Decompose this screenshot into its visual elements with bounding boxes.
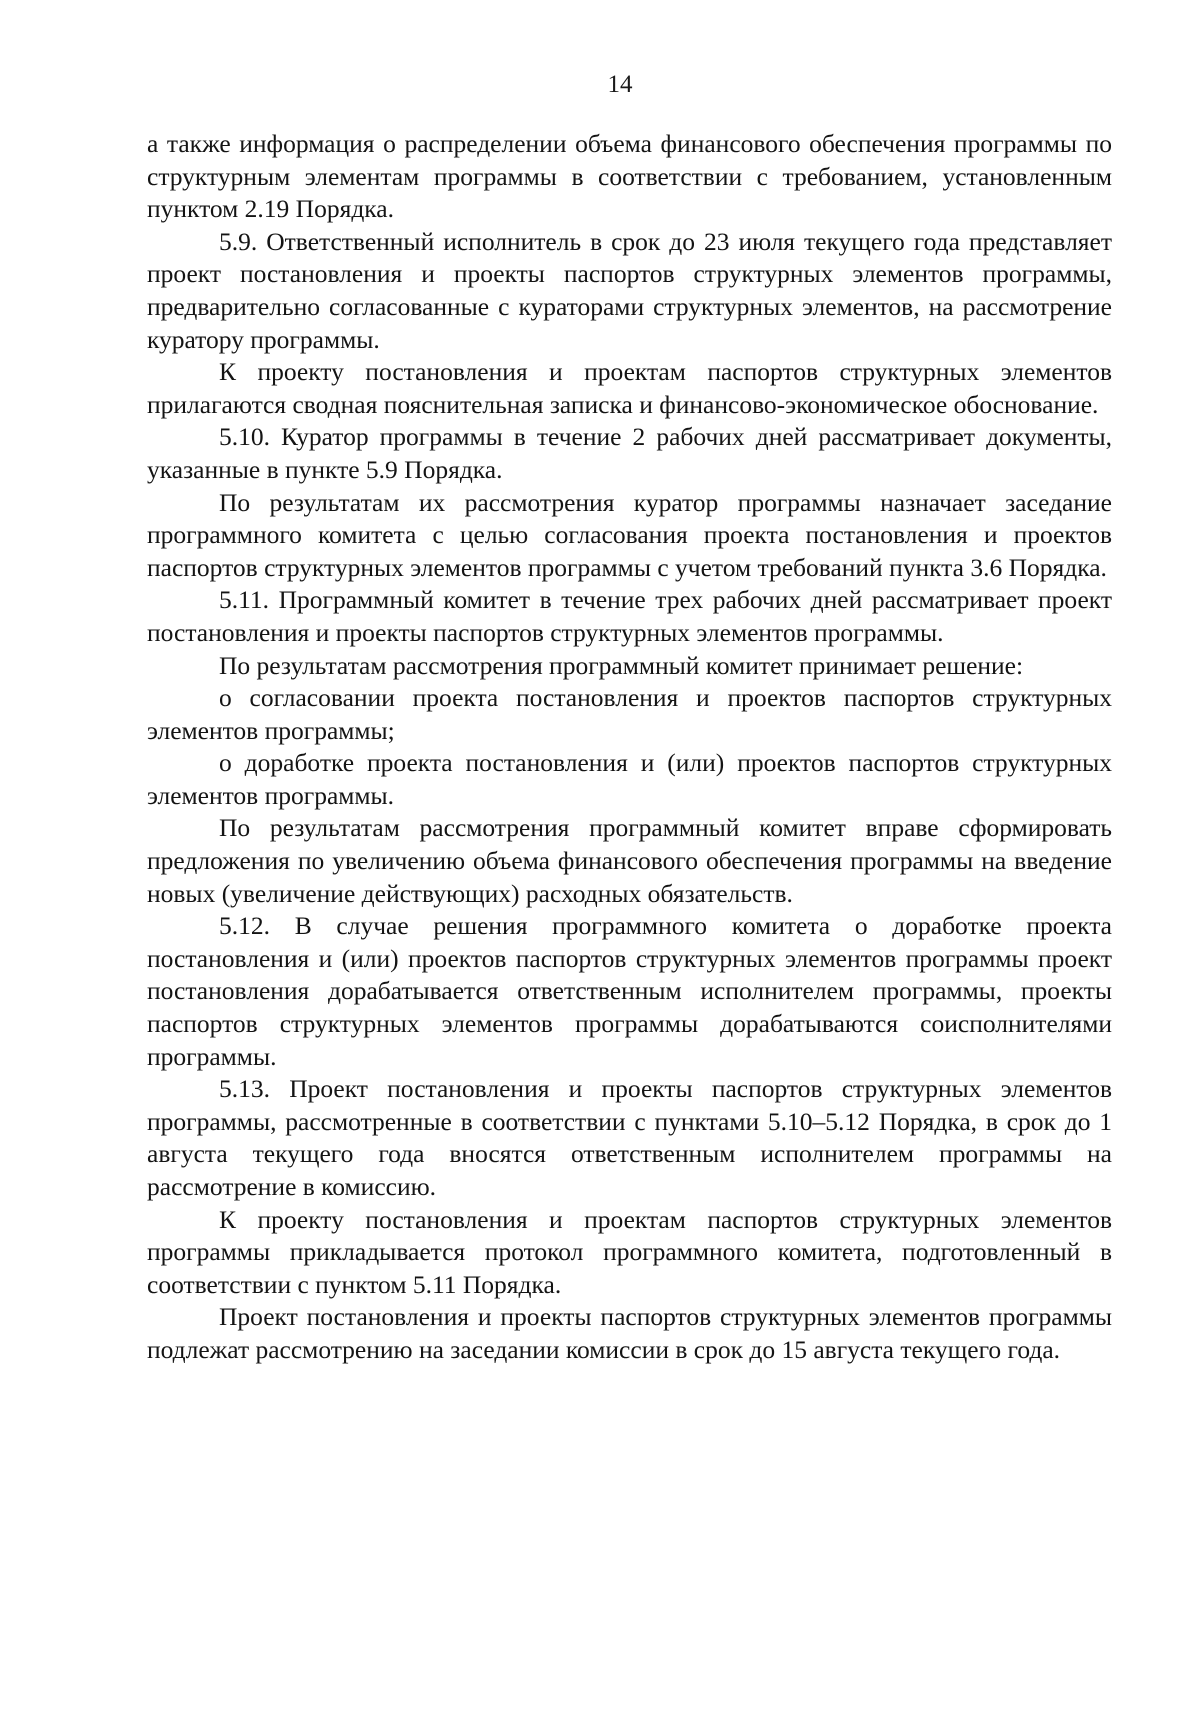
page-number: 14	[607, 71, 633, 98]
paragraph: 5.12. В случае решения программного комитета о доработке проекта постановления и (или) проектов паспортов структурных элементов программы проект постановления дорабатывается ответственным исполнителем программы, проекты паспортов структурных элементов программы дорабатываются соисполнителями программы.	[147, 911, 1112, 1071]
paragraph: К проекту постановления и проектам паспортов структурных элементов прилагаются сводная пояснительная записка и финансово-экономическое обоснование.	[147, 357, 1112, 419]
paragraph: о доработке проекта постановления и (или) проектов паспортов структурных элементов программы.	[147, 748, 1112, 810]
document-body	[147, 128, 1112, 1367]
paragraph: 5.9. Ответственный исполнитель в срок до 23 июля текущего года представляет проект постановления и проекты паспортов структурных элементов программы, предварительно согласованные с кураторами структурных элементов, на рассмотрение куратору программы.	[147, 226, 1112, 354]
paragraph: По результатам рассмотрения программный комитет вправе сформировать предложения по увеличению объема финансового обеспечения программы на введение новых (увеличение действующих) расходных обязательств.	[147, 813, 1112, 908]
paragraph: а также информация о распределении объема финансового обеспечения программы по структурным элементам программы в соответствии с требованием, установленным пунктом 2.19 Порядка.	[147, 129, 1112, 224]
paragraph: 5.13. Проект постановления и проекты паспортов структурных элементов программы, рассмотренные в соответствии с пунктами 5.10–5.12 Порядка, в срок до 1 августа текущего года вносятся ответственным исполнителем программы на рассмотрение в комиссию.	[147, 1074, 1112, 1201]
paragraph: По результатам их рассмотрения куратор программы назначает заседание программного комитета с целью согласования проекта постановления и проектов паспортов структурных элементов программы с учетом требований пункта 3.6 Порядка.	[147, 487, 1112, 582]
paragraph: По результатам рассмотрения программный комитет принимает решение:	[219, 650, 1024, 680]
paragraph: о согласовании проекта постановления и проектов паспортов структурных элементов программы;	[147, 683, 1112, 745]
paragraph: Проект постановления и проекты паспортов структурных элементов программы подлежат рассмотрению на заседании комиссии в срок до 15 августа текущего года.	[147, 1302, 1112, 1364]
paragraph: К проекту постановления и проектам паспортов структурных элементов программы прикладывается протокол программного комитета, подготовленный в соответствии с пунктом 5.11 Порядка.	[147, 1204, 1112, 1299]
paragraph: 5.10. Куратор программы в течение 2 рабочих дней рассматривает документы, указанные в пункте 5.9 Порядка.	[147, 422, 1112, 484]
paragraph: 5.11. Программный комитет в течение трех рабочих дней рассматривает проект постановления и проекты паспортов структурных элементов программы.	[147, 585, 1112, 647]
